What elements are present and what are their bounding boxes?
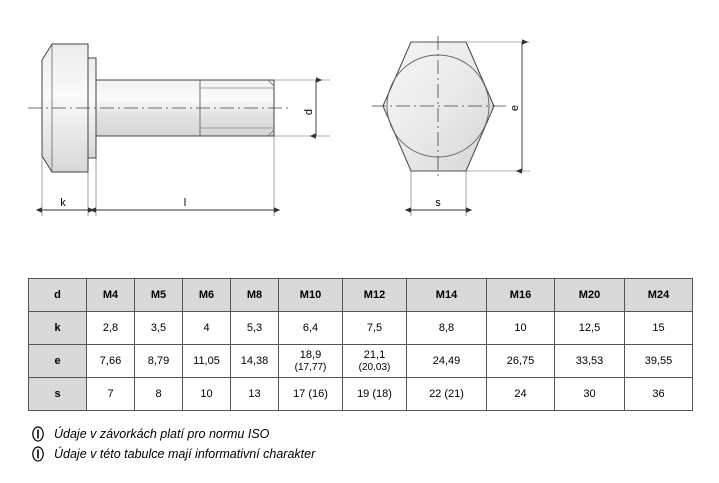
cell-e-m14: 24,49 bbox=[407, 345, 487, 378]
cell-e-m8: 14,38 bbox=[231, 345, 279, 378]
table-header-m24: M24 bbox=[625, 279, 693, 312]
cell-s-m6: 10 bbox=[183, 378, 231, 411]
bolt-head-view bbox=[372, 36, 530, 216]
info-icon bbox=[30, 446, 46, 462]
notes-section bbox=[30, 424, 690, 464]
table-header-m14: M14 bbox=[407, 279, 487, 312]
dimension-label-l: l bbox=[183, 197, 187, 209]
dimension-label-e: e bbox=[509, 104, 521, 112]
cell-k-m12: 7,5 bbox=[343, 312, 407, 345]
cell-k-m16: 10 bbox=[487, 312, 555, 345]
cell-k-m24: 15 bbox=[625, 312, 693, 345]
note-item bbox=[30, 444, 690, 464]
info-icon bbox=[30, 426, 46, 442]
row-label-s: s bbox=[29, 378, 87, 411]
dimension-label-d: d bbox=[303, 108, 315, 116]
cell-k-m5: 3,5 bbox=[135, 312, 183, 345]
table-header-m6: M6 bbox=[183, 279, 231, 312]
cell-e-m12 bbox=[343, 345, 407, 378]
cell-e-m10-iso: (17,77) bbox=[294, 361, 327, 373]
cell-k-m14: 8,8 bbox=[407, 312, 487, 345]
cell-k-m20: 12,5 bbox=[555, 312, 625, 345]
cell-e-m16: 26,75 bbox=[487, 345, 555, 378]
table-header-d: d bbox=[29, 279, 87, 312]
cell-e-m5: 8,79 bbox=[135, 345, 183, 378]
row-label-k: k bbox=[29, 312, 87, 345]
row-label-e: e bbox=[29, 345, 87, 378]
dimensions-table bbox=[28, 278, 693, 411]
dimension-label-k: k bbox=[60, 197, 66, 209]
cell-k-m10: 6,4 bbox=[279, 312, 343, 345]
table-header-m20: M20 bbox=[555, 279, 625, 312]
table-header-row bbox=[29, 279, 693, 312]
cell-e-m20: 33,53 bbox=[555, 345, 625, 378]
dimensions-table-wrapper bbox=[28, 278, 692, 411]
table-row bbox=[29, 378, 693, 411]
note-item bbox=[30, 424, 690, 444]
cell-s-m10: 17 (16) bbox=[279, 378, 343, 411]
cell-e-m10 bbox=[279, 345, 343, 378]
note-text: Údaje v této tabulce mají informativní charakter bbox=[54, 447, 316, 461]
table-header-m12: M12 bbox=[343, 279, 407, 312]
cell-s-m16: 24 bbox=[487, 378, 555, 411]
cell-e-m12-iso: (20,03) bbox=[358, 361, 391, 373]
cell-k-m4: 2,8 bbox=[87, 312, 135, 345]
table-header-m4: M4 bbox=[87, 279, 135, 312]
cell-k-m6: 4 bbox=[183, 312, 231, 345]
cell-e-m24: 39,55 bbox=[625, 345, 693, 378]
cell-s-m14: 22 (21) bbox=[407, 378, 487, 411]
table-header-m10: M10 bbox=[279, 279, 343, 312]
table-header-m8: M8 bbox=[231, 279, 279, 312]
cell-k-m8: 5,3 bbox=[231, 312, 279, 345]
dimension-label-s: s bbox=[435, 197, 441, 209]
cell-e-m4: 7,66 bbox=[87, 345, 135, 378]
cell-e-m6: 11,05 bbox=[183, 345, 231, 378]
table-row bbox=[29, 345, 693, 378]
table-row bbox=[29, 312, 693, 345]
table-header-m16: M16 bbox=[487, 279, 555, 312]
bolt-side-view bbox=[28, 44, 330, 216]
cell-s-m12: 19 (18) bbox=[343, 378, 407, 411]
cell-s-m24: 36 bbox=[625, 378, 693, 411]
cell-s-m5: 8 bbox=[135, 378, 183, 411]
table-header-m5: M5 bbox=[135, 279, 183, 312]
note-text: Údaje v závorkách platí pro normu ISO bbox=[54, 427, 270, 441]
cell-s-m8: 13 bbox=[231, 378, 279, 411]
cell-s-m4: 7 bbox=[87, 378, 135, 411]
cell-e-m12-main: 21,1 bbox=[363, 348, 386, 361]
cell-e-m10-main: 18,9 bbox=[299, 348, 322, 361]
cell-s-m20: 30 bbox=[555, 378, 625, 411]
